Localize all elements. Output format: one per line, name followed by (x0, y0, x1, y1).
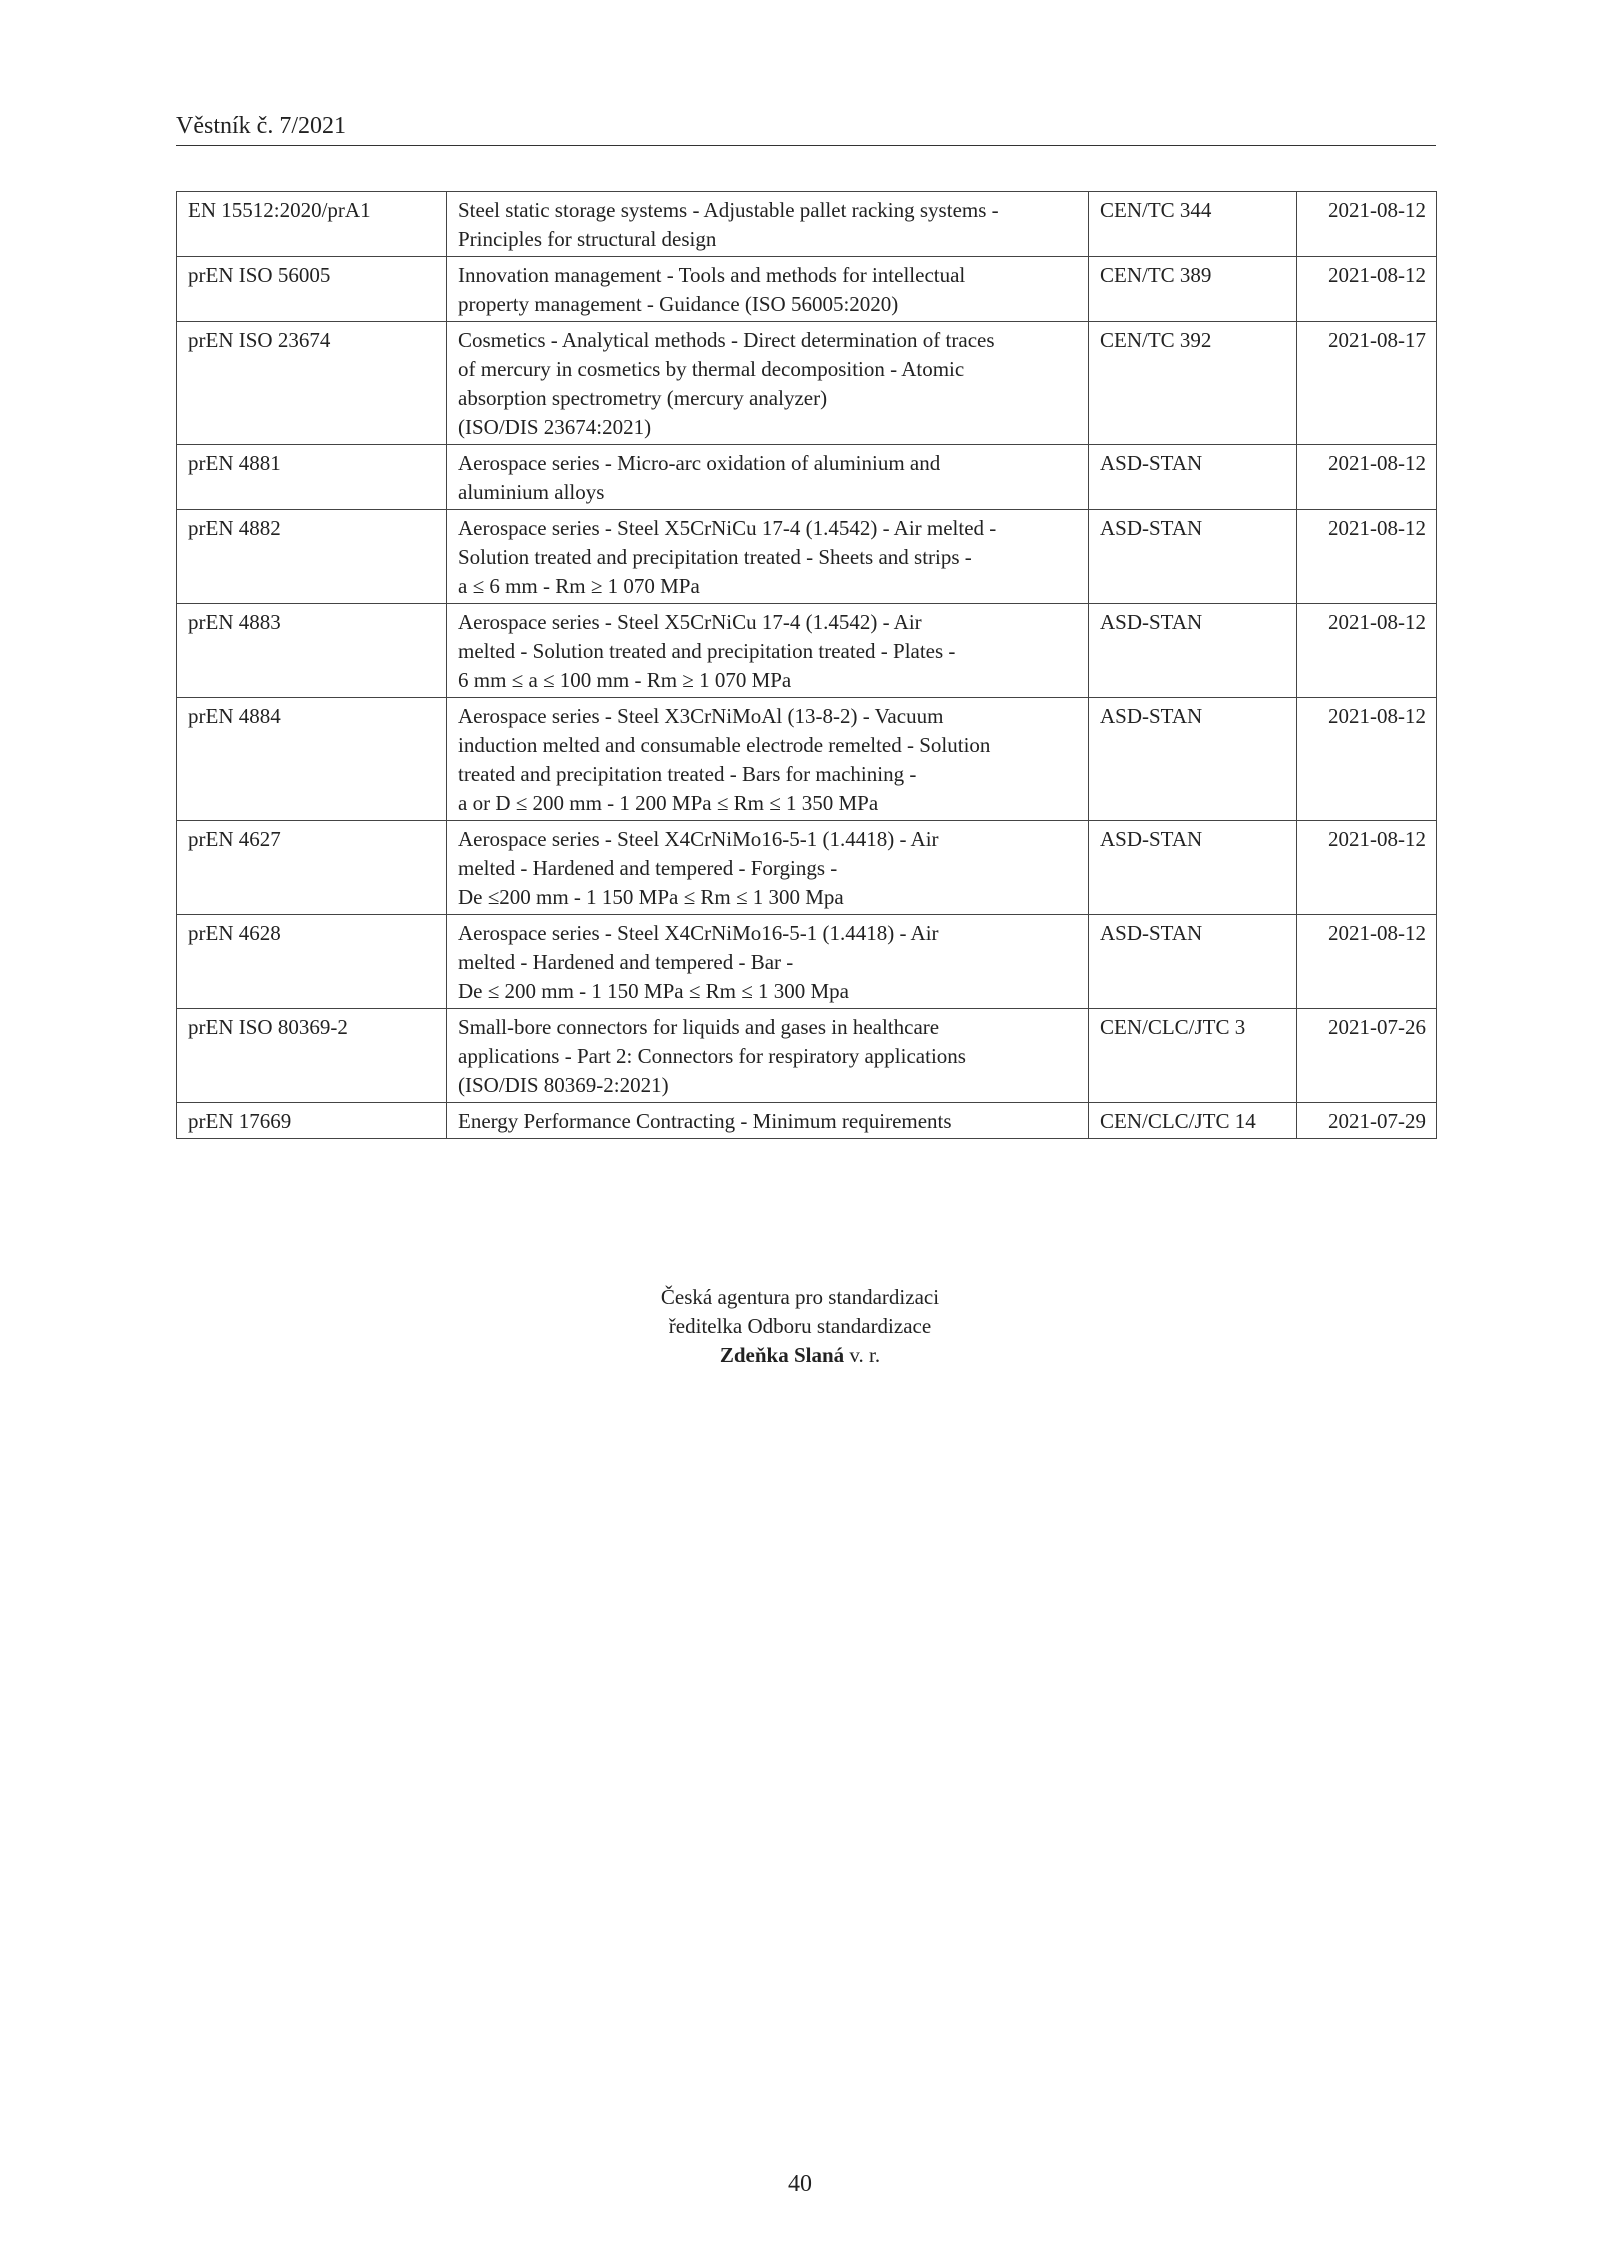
technical-committee: CEN/CLC/JTC 14 (1089, 1103, 1297, 1139)
technical-committee: ASD-STAN (1089, 915, 1297, 1009)
standard-description (447, 445, 1089, 510)
table-row (177, 1103, 1437, 1139)
deadline-date: 2021-08-12 (1297, 510, 1437, 604)
table-row (177, 192, 1437, 257)
table-row (177, 604, 1437, 698)
technical-committee: ASD-STAN (1089, 604, 1297, 698)
deadline-date: 2021-08-12 (1297, 698, 1437, 821)
standard-description (447, 322, 1089, 445)
table-row (177, 257, 1437, 322)
technical-committee: CEN/TC 389 (1089, 257, 1297, 322)
description-line: Steel static storage systems - Adjustable pallet racking systems - (458, 198, 999, 222)
signature-role: ředitelka Odboru standardizace (668, 1314, 932, 1338)
description-line: property management - Guidance (ISO 56005:2020) (458, 292, 899, 316)
description-line: melted - Hardened and tempered - Forgings - (458, 856, 838, 880)
technical-committee: CEN/TC 344 (1089, 192, 1297, 257)
deadline-date: 2021-08-12 (1297, 192, 1437, 257)
technical-committee: CEN/TC 392 (1089, 322, 1297, 445)
description-line: melted - Hardened and tempered - Bar - (458, 950, 794, 974)
description-line: Solution treated and precipitation treated - Sheets and strips - (458, 545, 972, 569)
description-line: Innovation management - Tools and methods for intellectual (458, 263, 966, 287)
description-line: a ≤ 6 mm - Rm ≥ 1 070 MPa (458, 574, 700, 598)
table-row (177, 698, 1437, 821)
standard-description (447, 698, 1089, 821)
standard-code: prEN ISO 23674 (177, 322, 447, 445)
standard-description (447, 604, 1089, 698)
standards-table-body (177, 192, 1437, 1139)
description-line: Small-bore connectors for liquids and gases in healthcare (458, 1015, 940, 1039)
description-line: absorption spectrometry (mercury analyzer) (458, 386, 828, 410)
technical-committee: ASD-STAN (1089, 821, 1297, 915)
description-line: Aerospace series - Steel X4CrNiMo16-5-1 (1.4418) - Air (458, 827, 939, 851)
standard-code: prEN 4628 (177, 915, 447, 1009)
technical-committee: ASD-STAN (1089, 445, 1297, 510)
description-line: Aerospace series - Steel X3CrNiMoAl (13-8-2) - Vacuum (458, 704, 944, 728)
standard-code: prEN 4627 (177, 821, 447, 915)
signature-organization: Česká agentura pro standardizaci (660, 1285, 940, 1309)
description-line: De ≤ 200 mm - 1 150 MPa ≤ Rm ≤ 1 300 Mpa (458, 979, 849, 1003)
deadline-date: 2021-08-12 (1297, 604, 1437, 698)
page-header (176, 112, 1436, 146)
deadline-date: 2021-08-12 (1297, 821, 1437, 915)
standard-code: prEN 4882 (177, 510, 447, 604)
description-line: Principles for structural design (458, 227, 717, 251)
standard-code: prEN 17669 (177, 1103, 447, 1139)
standard-code: prEN 4881 (177, 445, 447, 510)
description-line: 6 mm ≤ a ≤ 100 mm - Rm ≥ 1 070 MPa (458, 668, 792, 692)
description-line: of mercury in cosmetics by thermal decomposition - Atomic (458, 357, 965, 381)
signature-block (0, 1283, 1600, 1370)
standard-code: prEN 4884 (177, 698, 447, 821)
table-row (177, 1009, 1437, 1103)
description-line: Cosmetics - Analytical methods - Direct determination of traces (458, 328, 995, 352)
table-row (177, 915, 1437, 1009)
table-row (177, 445, 1437, 510)
deadline-date: 2021-08-12 (1297, 257, 1437, 322)
description-line: (ISO/DIS 80369-2:2021) (458, 1073, 669, 1097)
table-row (177, 322, 1437, 445)
description-line: Aerospace series - Steel X5CrNiCu 17-4 (1.4542) - Air melted - (458, 516, 997, 540)
standard-code: prEN 4883 (177, 604, 447, 698)
description-line: Aerospace series - Steel X5CrNiCu 17-4 (1.4542) - Air (458, 610, 922, 634)
standard-description (447, 1103, 1089, 1139)
description-line: De ≤200 mm - 1 150 MPa ≤ Rm ≤ 1 300 Mpa (458, 885, 844, 909)
description-line: a or D ≤ 200 mm - 1 200 MPa ≤ Rm ≤ 1 350 MPa (458, 791, 879, 815)
description-line: treated and precipitation treated - Bars for machining - (458, 762, 917, 786)
deadline-date: 2021-08-12 (1297, 445, 1437, 510)
publication-title: Věstník č. 7/2021 (176, 113, 346, 139)
description-line: Aerospace series - Steel X4CrNiMo16-5-1 (1.4418) - Air (458, 921, 939, 945)
technical-committee: ASD-STAN (1089, 510, 1297, 604)
signature-suffix: v. r. (849, 1343, 881, 1367)
technical-committee: ASD-STAN (1089, 698, 1297, 821)
table-row (177, 821, 1437, 915)
deadline-date: 2021-07-26 (1297, 1009, 1437, 1103)
description-line: aluminium alloys (458, 480, 605, 504)
page-number: 40 (788, 2171, 812, 2197)
signature-name-line (0, 1341, 1600, 1370)
standard-code: prEN ISO 56005 (177, 257, 447, 322)
description-line: melted - Solution treated and precipitation treated - Plates - (458, 639, 956, 663)
standard-description (447, 821, 1089, 915)
deadline-date: 2021-08-12 (1297, 915, 1437, 1009)
description-line: Aerospace series - Micro-arc oxidation of aluminium and (458, 451, 941, 475)
standard-code: EN 15512:2020/prA1 (177, 192, 447, 257)
deadline-date: 2021-07-29 (1297, 1103, 1437, 1139)
standard-description (447, 510, 1089, 604)
standard-code: prEN ISO 80369-2 (177, 1009, 447, 1103)
standard-description (447, 257, 1089, 322)
technical-committee: CEN/CLC/JTC 3 (1089, 1009, 1297, 1103)
description-line: applications - Part 2: Connectors for respiratory applications (458, 1044, 966, 1068)
standard-description (447, 915, 1089, 1009)
standards-table (176, 191, 1437, 1139)
signature-name: Zdeňka Slaná (719, 1343, 845, 1367)
deadline-date: 2021-08-17 (1297, 322, 1437, 445)
table-row (177, 510, 1437, 604)
description-line: (ISO/DIS 23674:2021) (458, 415, 652, 439)
description-line: Energy Performance Contracting - Minimum requirements (458, 1109, 952, 1133)
standard-description (447, 1009, 1089, 1103)
standard-description (447, 192, 1089, 257)
description-line: induction melted and consumable electrode remelted - Solution (458, 733, 991, 757)
